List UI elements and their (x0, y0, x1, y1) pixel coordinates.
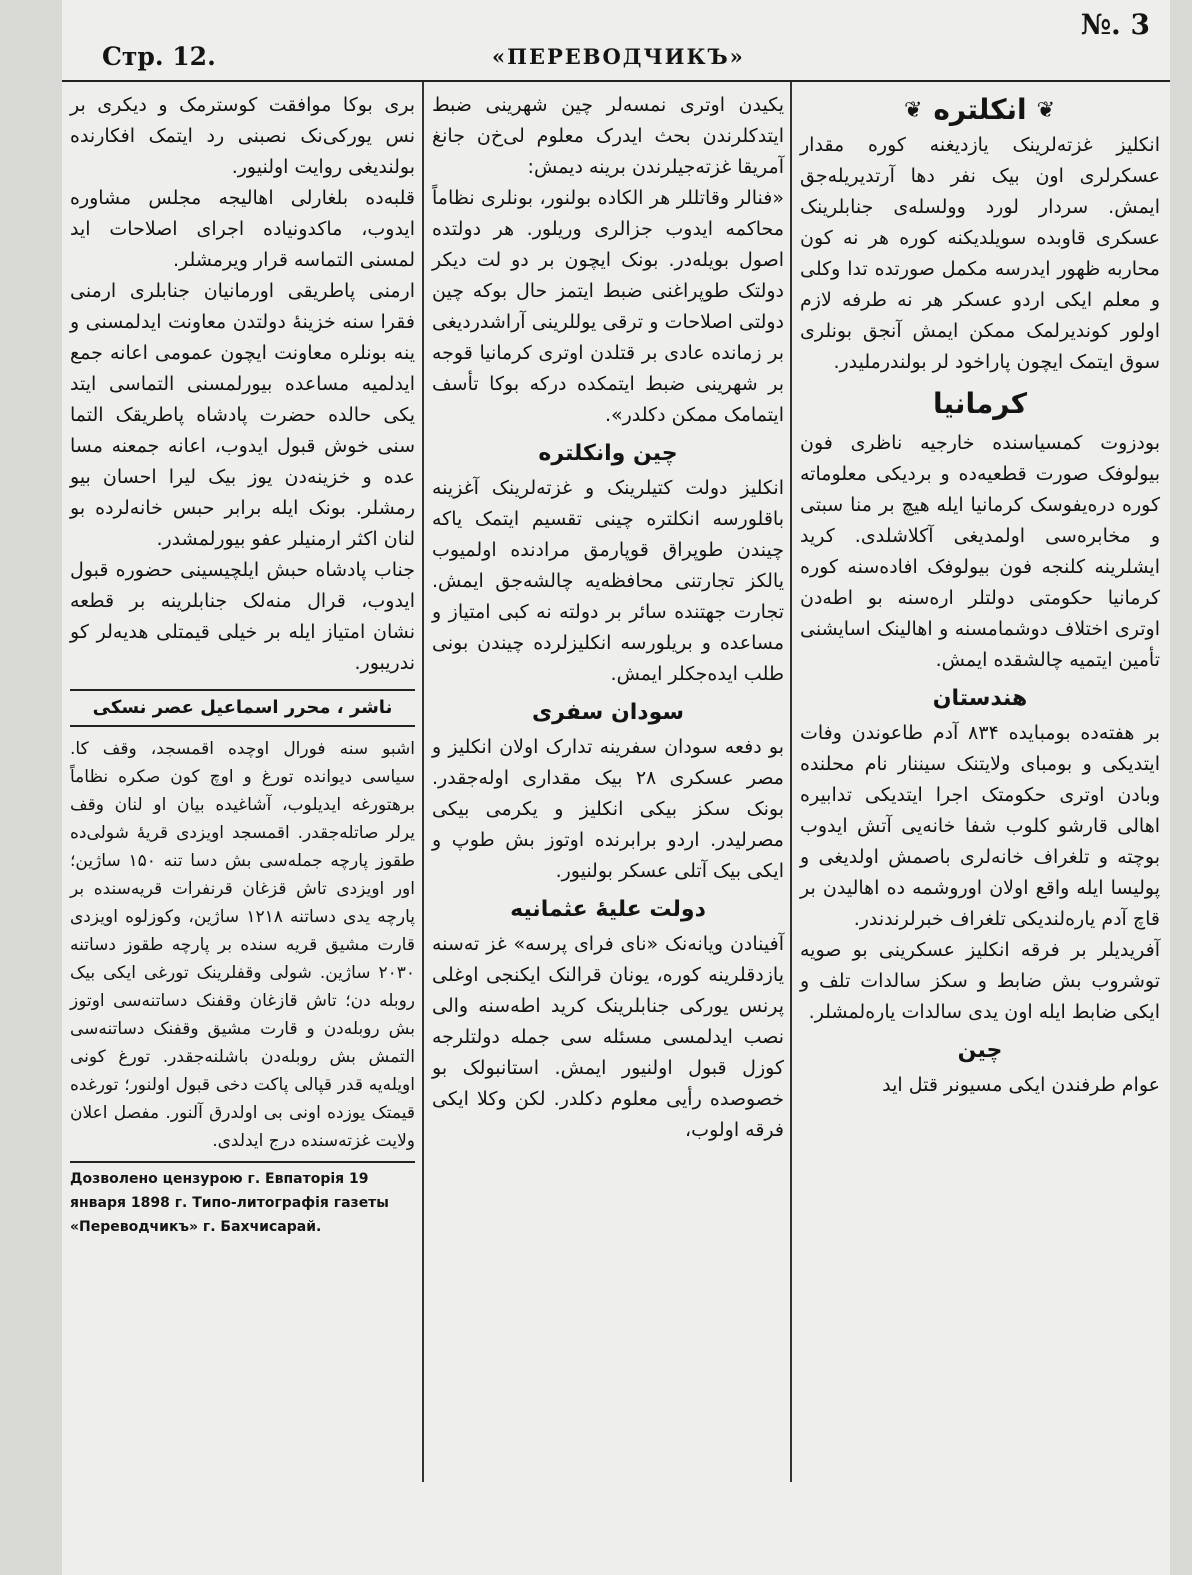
page-header (62, 0, 1170, 72)
article-paragraph: عوام طرفندن ایکی مسیونر قتل اید (882, 1074, 1160, 1096)
ornament-icon: ❦ (903, 97, 924, 123)
article-paragraph: جناب پادشاه حبش ایلچیسینی حضوره قبول ایدوب، قرال منه‌لک جنابلرینه بر قطعه نشان امتیاز ایله بر خیلی قیمتلی هدیه‌لر کو ندریبور. (70, 559, 415, 674)
column-divider-left (422, 82, 424, 1482)
section-heading-sudan: سودان سفری (531, 700, 684, 725)
section-heading-germany: کرمانیا (932, 387, 1027, 420)
article-paragraph: انکلیز دولت کتیلرینک و غزته‌لرینک آغزینه باقلورسه انکلتره چینی تقسیم ایتمک یاکه چیندن طوپراق قوپارمق مرادنده اولمیوب یالکز تجارتنی محافظه‌یه چالشه‌جق ایمش. تجارت جهتنده سائر بر دولته نه کبی امتیاز و مساعده و بریلورسه انکلیزلرده چیندن بونی طلب ایده‌جکلر ایمش. (432, 477, 784, 685)
article-paragraph: بو دفعه سودان سفرینه تدارک اولان انکلیز و مصر عسکری ۲۸ بیک مقداری اوله‌جقدر. بونک سکز بیکی انکلیز و یکرمی بیکی مصرلیدر. اردو برابرنده اوتوز بش طوپ و ایکی بیک آتلی عسکر بولنیور. (432, 736, 784, 882)
divider (70, 689, 415, 691)
column-divider-right (790, 82, 792, 1482)
newspaper-title: «ПЕРЕВОДЧИКЪ» (492, 44, 745, 69)
censorship-imprint: Дозволено цензурою г. Евпаторія 19 января 1898 г. Типо-литографія газеты «Переводчикъ» г. Бахчисарай. (70, 1161, 415, 1239)
england-heading-row (800, 90, 1160, 130)
section-heading-england: انکلتره (933, 93, 1027, 126)
article-paragraph: آفریدیلر بر فرقه انکلیز عسکرینی بو صویه توشروب بش ضابط و سکز سالدات تلف و ایکی ضابط ایله اون یدی سالدات یاره‌لمشلر. (800, 939, 1160, 1023)
article-paragraph: قلبه‌ده بلغارلی اهالیجه مجلس مشاوره ایدوب، ماکدونیاده اجرای اصلاحات اید لمسنی التماسه قرار ویرمشلر. (70, 187, 415, 271)
left-column (70, 90, 415, 1239)
article-paragraph: بری بوکا موافقت کوسترمک و دیکری بر نس یورکی‌نک نصبنی رد ایتمک افکارنده بولندیغی روایت اولنیور. (70, 94, 415, 178)
header-rule (62, 80, 1170, 82)
article-paragraph: آفینادن ویانه‌نک «نای فرای پرسه» غز ته‌سنه یازدقلرینه کوره، یونان قرالنک ایکنجی اوغلی پرنس یورکی جنابلرینک کرید اطه‌سنه والی نصب ایدلمسی مسئله سی جمله دولتلرجه کوزل قبول اولنیور ایمش. استانبولک بو خصوصده رأیی معلوم دکلدر. لکن وکلا ایکی فرقه اولوب، (432, 933, 784, 1141)
divider (70, 725, 415, 727)
auction-notice: اشبو سنه فورال اوچده اقمسجد، وقف کا. سیاسی دیوانده تورغ و اوچ کون صکره نظاماً برهتورغه ایدیلوب، آشاغیده بیان او لنان وقف یرلر صاتله‌جقدر. اقمسجد اویزدی قریهٔ شولی‌ده طقوز پارچه جمله‌سی بش دسا تنه ۱۵۰ ساژین؛ اور اویزدی تاش قزغان قرنفرات قریه‌سنده بر پارچه یدی دساتنه ۱۲۱۸ ساژین، وکوزلوه اویزدی قارت مشیق قریه سنده بر پارچه طقوز دساتنه ۲۰۳۰ ساژین. شولی وقفلرینک تورغی ایکی بیک روبله دن؛ تاش قازغان وقفنک دساتنه‌سی اوتوز بش روبله‌دن و قارت مشیق وقفنک دساتنه‌سی التمش بش روبله‌دن باشلنه‌جقدر. تورغ کونی اویله‌یه قدر قپالی پاکت دخی قبول اولنور؛ تورغده قیمتک یوزده اونی بی اولدرق آلنور. مفصل اعلان ولایت غزته‌سنده درج ایدلدی. (70, 739, 416, 1151)
issue-number: №. 3 (1080, 8, 1150, 41)
publisher-line: ناشر ، محرر اسماعیل عصر نسکی (92, 697, 393, 718)
article-paragraph: ارمنی پاطریقی اورمانیان جنابلری ارمنی فقرا سنه خزینهٔ دولتدن معاونت ایدلمسنی و ینه بونلره معاونت ایچون عمومی اعانه جمع ایدلمیه مساعده بیورلمسنی التماسی ایتد یکی حالده حضرت پادشاه پاطریقک التما سنی خوش قبول ایدوب، اعانه جمعنه مسا عده و خزینه‌دن یوز بیک لیرا احسان بیو رمشلر. بونک ایله برابر حبس خانه‌لرده بو لنان اکثر ارمنیلر عفو بیورلمشدر. (70, 280, 415, 550)
article-paragraph: بودزوت کمسیاسنده خارجیه ناظری فون بیولوفک صورت قطعیه‌ده و بردیکی معلوماته کوره دره‌یفوسک کرمانیا ایله هیچ بر منا سبتی و مخابره‌سی اولمدیغی آکلاشلدی. کرید ایشلرینه کلنجه فون بیولوفک افاده‌سنه کوره کرمانیا حکومتی دولتلر اره‌سنه بو اطه‌دن اوتری اختلاف دوشمامسنه و اهالینک اسایشنی تأمین ایتمیه چالشقده ایمش. (800, 432, 1160, 671)
page-number: Стр. 12. (102, 42, 216, 71)
section-heading-ottoman: دولت علیهٔ عثمانیه (510, 897, 706, 922)
section-heading-china: چین (957, 1038, 1003, 1063)
article-paragraph: «فنالر وقاتللر هر الکاده بولنور، بونلری نظاماً محاکمه ایدوب جزالری وریلور. هر دولتده اصول بویله‌در. بونک ایچون بر دو لت دیکر دولتک طوپراغنی ضبط ایتمز حال بوکه چین دولتی اصلاحات و ترقی یوللرینی آراشدردیغی بر زمانده عادی بر قتلدن اوتری کرمانیا قوجه بر شهرینی ضبط ایتمکده درکه بوکا تأسف ایتمامک ممکن دکلدر». (432, 187, 784, 426)
section-heading-china-england: چین وانکلتره (538, 441, 678, 466)
middle-column (432, 90, 784, 1146)
right-column (800, 90, 1160, 1101)
article-paragraph: انکلیز غزته‌لرینک یازدیغنه کوره مقدار عسکرلری اون بیک نفر دها آرتدیریله‌جق ایمش. سردار لورد وولسله‌ی جنابلرینک عسکری قاوبده سویلدیکنه کوره هر نه کون محاربه ظهور ایدرسه مکمل صورتده تدا وکلی و معلم ایکی اردو عسکر هر نه طرفه لازم اولور کوندیرلمک ممکن ایمش آنجق بونلری سوق ایتمک ایچون پاراخود لر بولندرملیدر. (800, 134, 1160, 373)
ornament-icon: ❦ (1036, 97, 1057, 123)
section-heading-india: هندستان (932, 686, 1028, 711)
article-paragraph: بر هفته‌ده بومبایده ۸۳۴ آدم طاعوندن وفات ایتدیکی و بومبای ولایتنک سیننار نام محلنده وبادن اوتری حکومتک اجرا ایتدیکی تدابیره اهالی قارشو کلوب شفا خانه‌یی آتش ایدوب بوچته و تلغراف خانه‌لری باصمش اولدیغی و پولیسا ایله واقع اولان اوروشمه ده اهالیدن بر قاچ آدم یاره‌لندیکی تلغراف خبرلرندندر. (800, 722, 1160, 930)
article-paragraph: یکیدن اوتری نمسه‌لر چین شهرینی ضبط ایتدکلرندن بحث ایدرک معلوم لی‌خ‌ن جانغ آمریقا غزته‌جیلرندن برینه دیمش: (432, 94, 784, 178)
